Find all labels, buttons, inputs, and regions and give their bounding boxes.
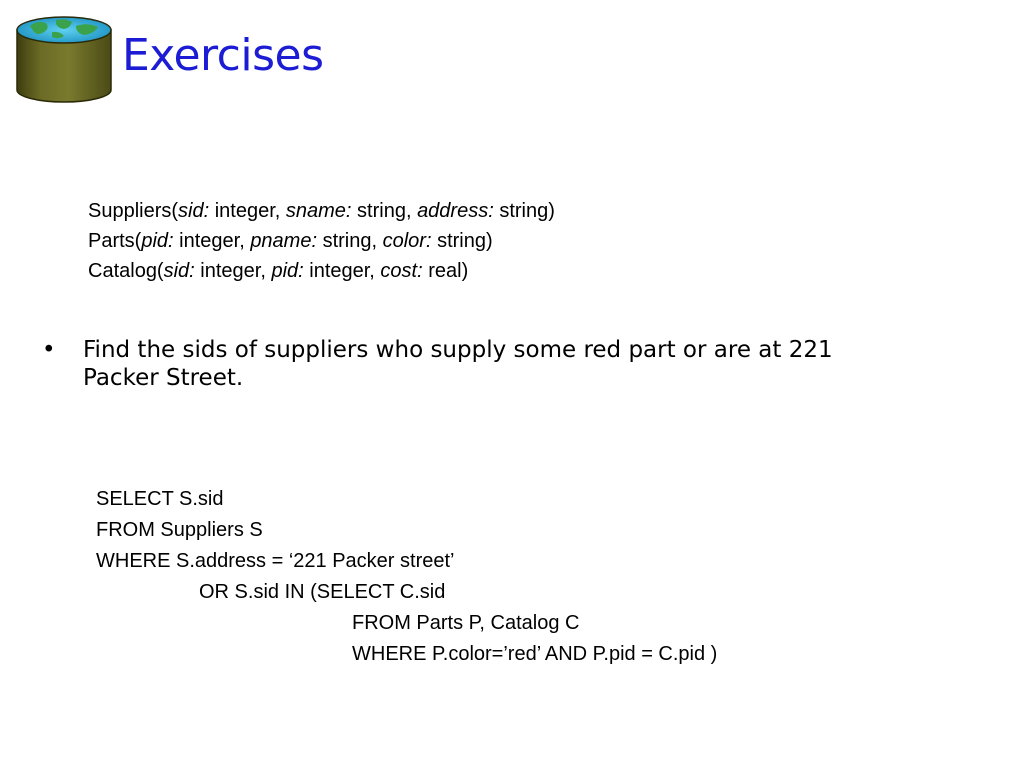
field-name: address: [417,200,494,222]
table-name: Catalog( [88,260,164,282]
schema-suppliers [88,196,555,226]
sql-line: FROM Parts P, Catalog C [352,612,580,634]
sql-line: WHERE P.color=’red’ AND P.pid = C.pid ) [352,643,718,665]
field-type: string, [351,200,418,222]
field-name: sid: [178,200,210,222]
field-type: string) [493,200,555,222]
field-name: pid: [141,230,174,252]
schema-block [88,196,555,286]
field-name: pname: [250,230,318,252]
field-type: integer, [303,260,381,282]
schema-catalog [88,256,555,286]
field-name: cost: [380,260,423,282]
field-type: integer, [209,200,286,222]
bullet-marker: • [42,337,56,363]
sql-query [96,484,717,670]
field-name: color: [382,230,432,252]
bullet-text: Find the sids of suppliers who supply some red part or are at 221 Packer Street. [83,337,833,391]
sql-line: FROM Suppliers S [96,519,263,541]
database-globe-icon [14,14,114,106]
field-type: real) [422,260,469,282]
table-name: Suppliers( [88,200,179,222]
field-type: string) [431,230,493,252]
schema-parts [88,226,555,256]
sql-line: WHERE S.address = ‘221 Packer street’ [96,550,455,572]
field-type: integer, [173,230,251,252]
field-type: string, [317,230,383,252]
field-type: integer, [194,260,272,282]
field-name: pid: [271,260,304,282]
slide-title: Exercises [122,30,324,81]
sql-line: SELECT S.sid [96,488,224,510]
sql-line: OR S.sid IN (SELECT C.sid [199,581,446,603]
table-name: Parts( [88,230,142,252]
field-name: sname: [285,200,352,222]
field-name: sid: [163,260,195,282]
